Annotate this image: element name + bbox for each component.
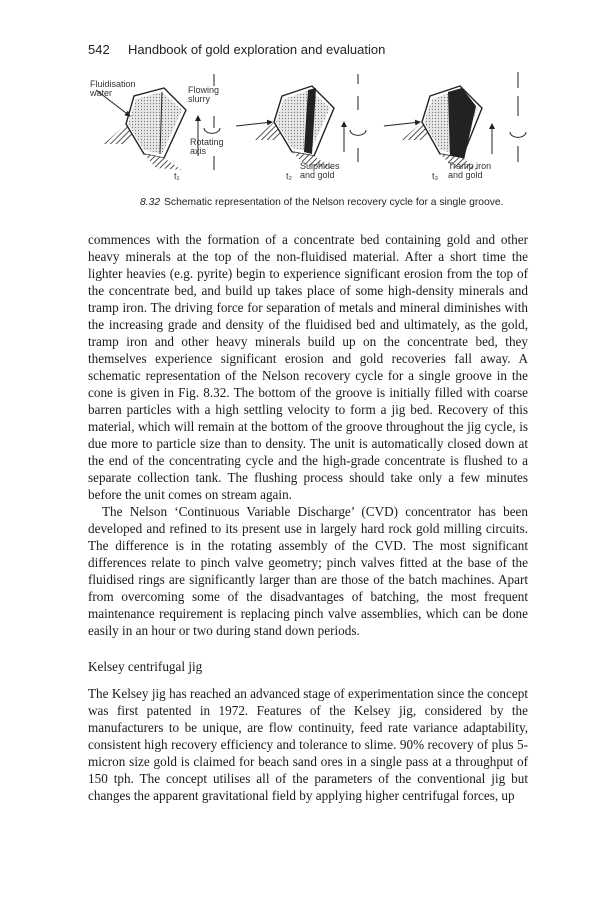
paragraph-1: commences with the formation of a concentrate bed containing gold and other heavy minerals at the top of the non-fluidised material. After a short time the lighter heavies (e.g. pyrite) begin to experience significant erosion from the top of the concentrate bed, and build up takes place of some high-density minerals and tramp iron. The driving force for separation of metals and mineral diminishes with the increasing grade and density of the fluidised bed and ultimately, as the gold, tramp iron and other heavy minerals build up on the concentrate bed, they themselves experience significant erosion and gold recoveries fall away. A schematic representation of the Nelson recovery cycle for a single groove in the cone is given in Fig. 8.32. The bottom of the groove is initially filled with coarse barren particles with a high settling velocity to form a jig bed. Recovery of this material, which will remain at the bottom of the groove throughout the jig cycle, is due more to particle size than to density. The unit is automatically closed down at the end of the concentrating cycle and the high-grade concentrate is flushed to a separate collection tank. The flushing process should take only a few minutes before the unit comes on stream again. [88,232,528,502]
label-t3: t₃ [432,171,439,181]
process-arrow [236,122,272,126]
rotation-arrow [204,128,220,133]
label-rotating-axis: Rotating axis [190,137,224,156]
groove-panel-t3 [384,72,526,170]
label-t2: t₂ [286,171,292,181]
rotation-arrow [350,130,366,135]
caption-number: 8.32 [140,197,161,208]
label-t1: t₁ [174,171,180,181]
label-flowing-slurry: Flowing slurry [188,85,220,104]
figure-caption [140,197,535,208]
page-number: 542 [88,42,110,57]
caption-text: Schematic representation of the Nelson recovery cycle for a single groove. [164,197,504,208]
label-tramp-iron-and-gold: Tramp iron and gold [448,161,492,180]
paragraph-2: The Nelson ‘Continuous Variable Discharge’ (CVD) concentrator has been developed and refined to its present use in largely hard rock gold milling circuits. The difference is in the rotating assembly of the CVD. The most significant differences relate to pinch valve geometry; pinch valves fitted at the base of the fluidised rings are significantly larger than are those of the batch machines. Apart from overcoming some of the disadvantages of batching, the most frequent maintenance requirement is replacing pinch valve assemblies, which can be done easily in an hour or two during stand down periods. [88,504,528,638]
process-arrow [384,122,420,126]
section-heading: Kelsey centrifugal jig [88,659,203,674]
body-text-upper [88,231,528,639]
label-sulphides-and-gold: Sulphides and gold [300,161,340,180]
figure-8-32 [86,66,530,194]
rotation-arrow [510,132,526,137]
page-header [88,42,528,57]
running-title: Handbook of gold exploration and evaluation [128,42,386,57]
groove-panel-t2 [236,74,366,168]
body-text-lower [88,685,528,804]
paragraph-3: The Kelsey jig has reached an advanced stage of experimentation since the concept was first patented in 1972. Features of the Kelsey jig, considered by the manufacturers to be unique, are flow continuity, feed rate variance adaptability, consistent high recovery efficiency and tolerance to slime. 90% recovery of plus 5-micron size gold is claimed for beach sand ores in a single pass at a throughput of 150 tph. The concept utilises all of the parameters of the conventional jig but changes the apparent gravitational field by applying higher centrifugal forces, up [88,686,528,803]
label-fluidisation-water: Fluidisation water [90,79,136,98]
